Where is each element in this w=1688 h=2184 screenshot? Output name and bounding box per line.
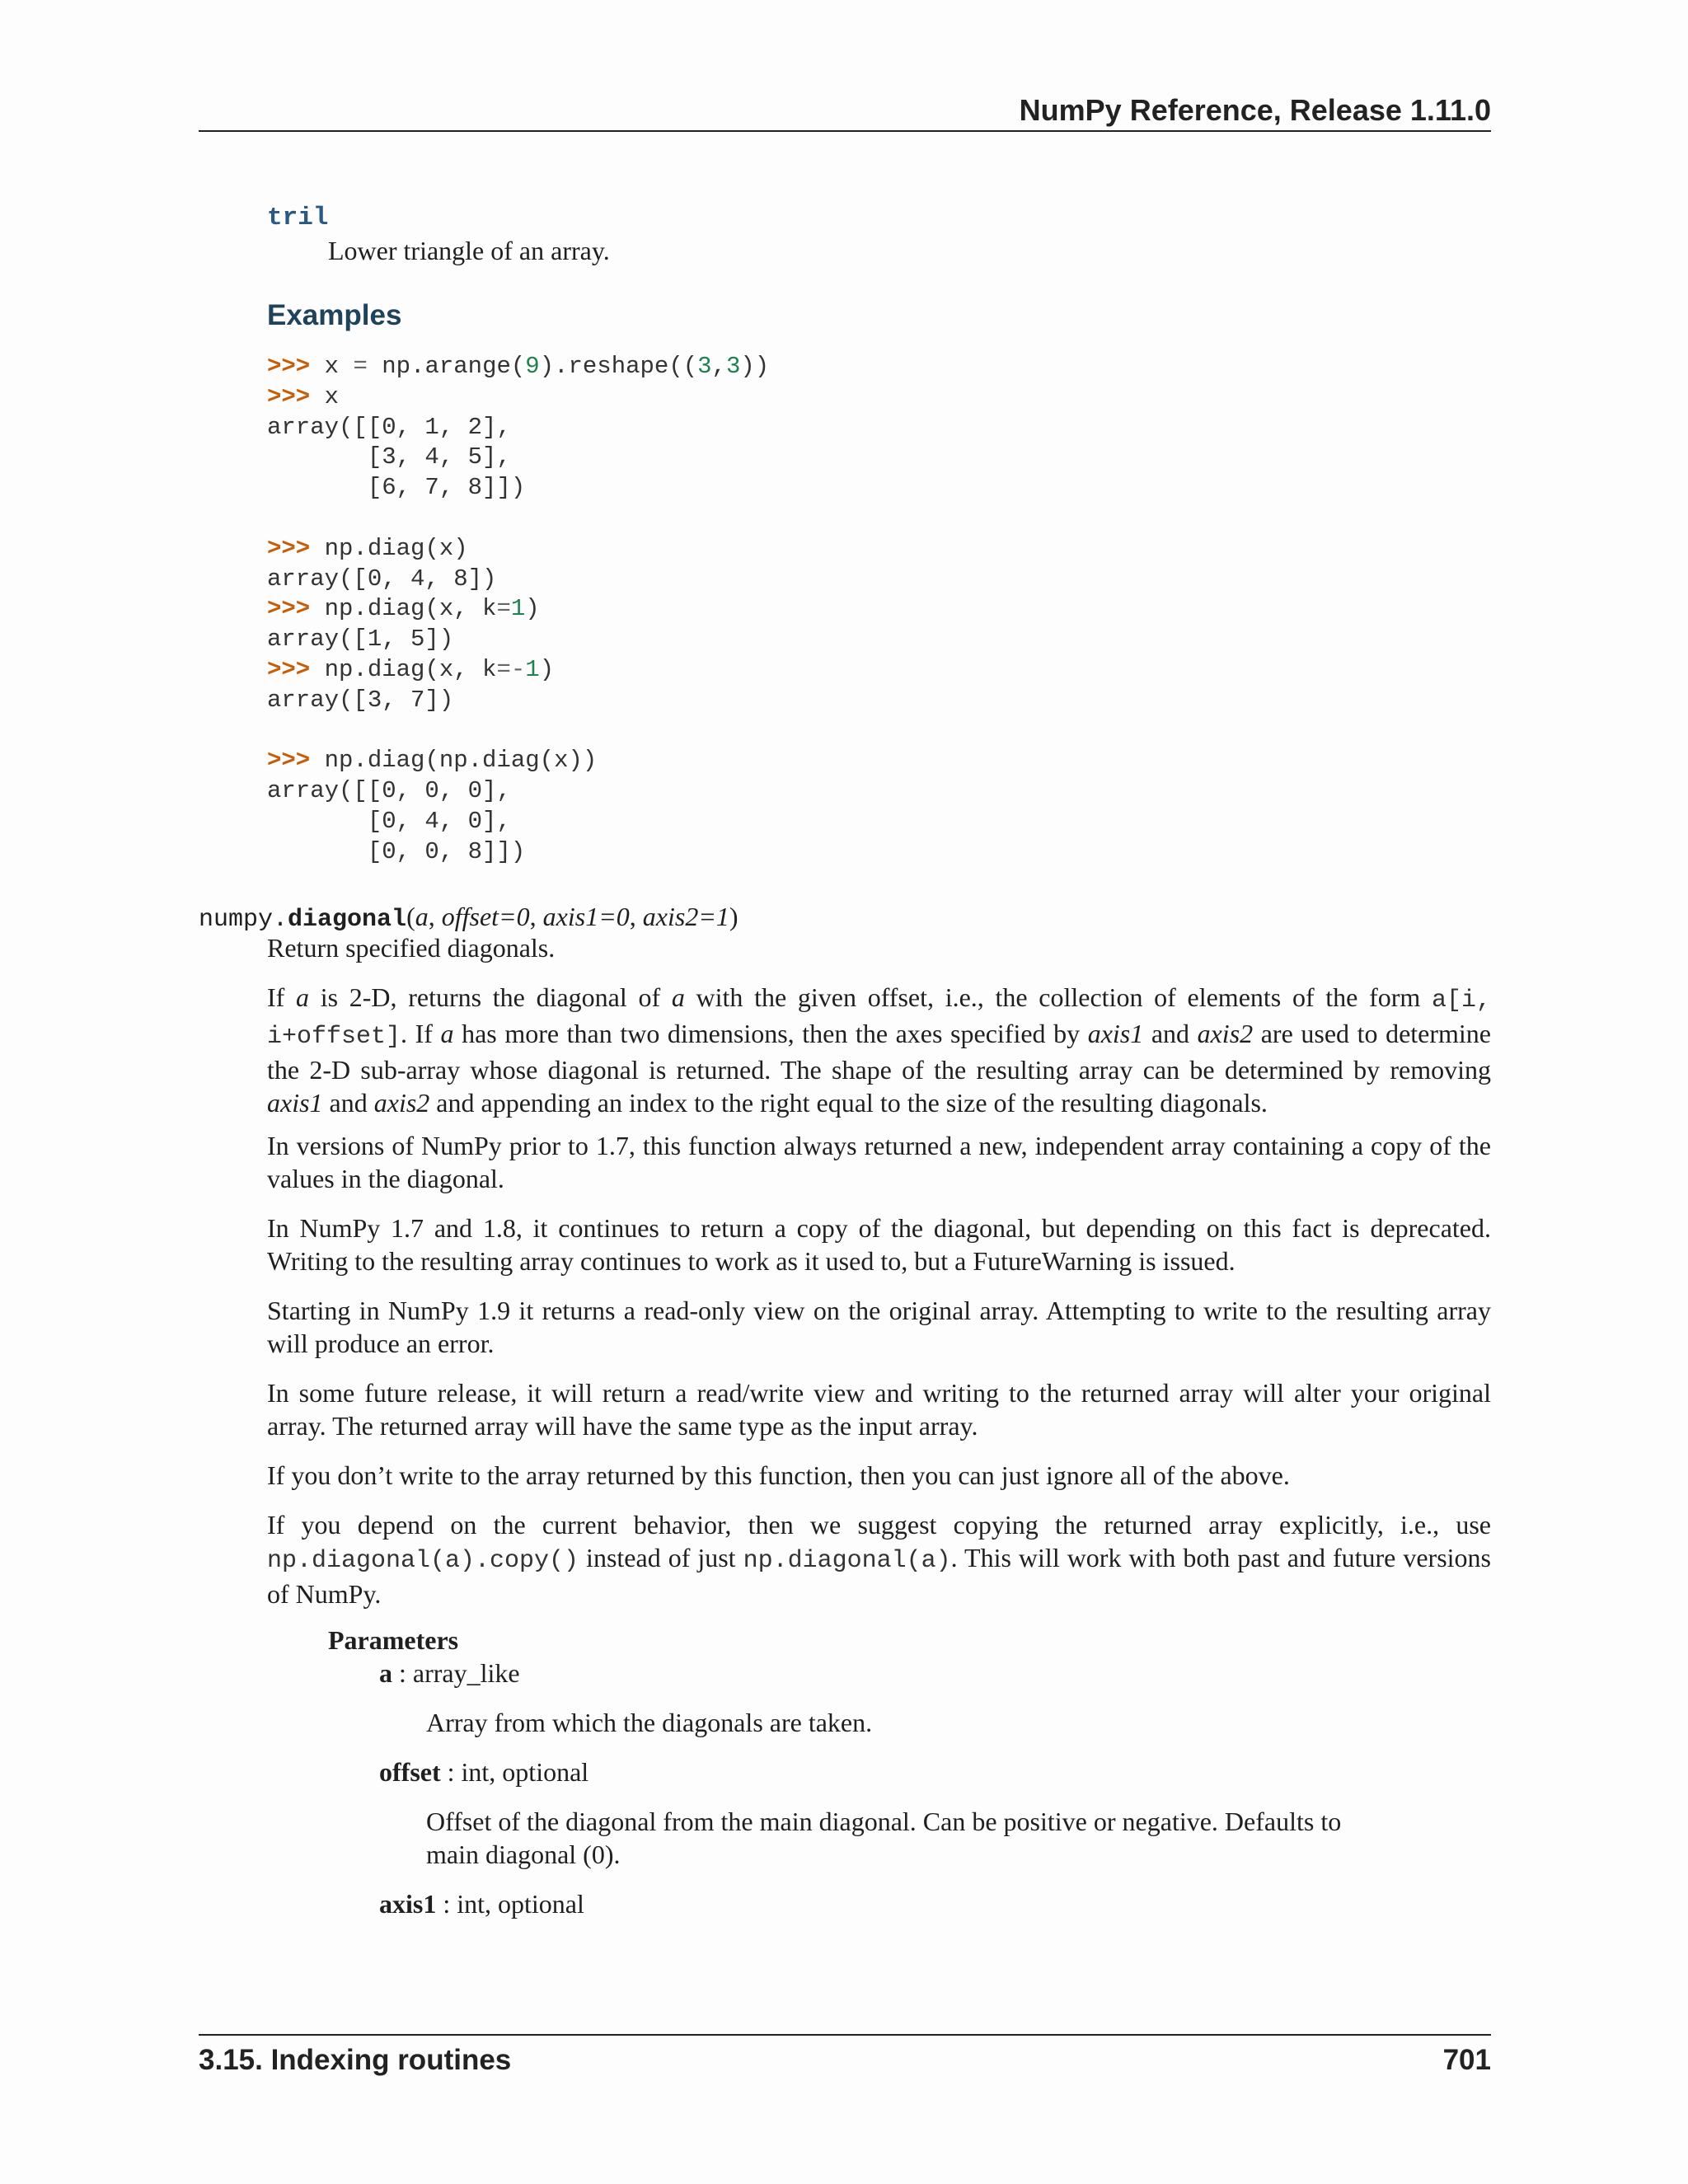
function-signature: numpy.diagonal(a, offset=0, axis1=0, axis2=1)	[199, 902, 738, 934]
paragraph-ignore: If you don’t write to the array returned by this function, then you can just ignore all of the above.	[267, 1460, 1290, 1490]
code-line: >>> np.diag(np.diag(x))	[267, 747, 598, 775]
paragraph-copy-advice: If you depend on the current behavior, then we suggest copying the returned array explicitly, i.e., use np.diagonal(a).copy() instead of just np.diagonal(a). This will work with both past and future versions of NumPy.	[267, 1510, 1492, 1609]
code-output-line: [0, 4, 0],	[267, 807, 511, 835]
see-also-link-tril[interactable]: tril	[267, 204, 329, 232]
header-rule	[199, 130, 1491, 132]
inline-code: np.diagonal(a).copy()	[267, 1547, 579, 1575]
see-also-description: Lower triangle of an array.	[328, 236, 610, 265]
param-offset: offset=0	[441, 902, 530, 931]
examples-heading: Examples	[267, 299, 402, 331]
code-line: >>> np.diag(x)	[267, 534, 468, 562]
code-line: >>> np.diag(x, k=1)	[267, 595, 540, 623]
code-line: >>> x	[267, 382, 340, 410]
code-output-line: [0, 0, 8]])	[267, 837, 526, 865]
function-module: numpy.	[199, 906, 288, 934]
param-a: a	[415, 902, 429, 931]
footer-rule	[199, 2034, 1491, 2036]
param-description-offset: Offset of the diagonal from the main diagonal. Can be positive or negative. Defaults to main diagonal (0).	[426, 1807, 1342, 1869]
paragraph-history-1-8: In NumPy 1.7 and 1.8, it continues to return a copy of the diagonal, but depending on this fact is deprecated. Writing to the resulting array continues to work as it used to, but a FutureWarning is issued.	[267, 1213, 1491, 1276]
paragraph-history-1-9: Starting in NumPy 1.9 it returns a read-only view on the original array. Attempting to write to the resulting array will produce an error.	[267, 1296, 1491, 1358]
code-output-line: array([[0, 1, 2],	[267, 413, 511, 441]
inline-code: a[i, i+offset]	[267, 987, 1492, 1051]
code-blank-line	[267, 504, 769, 534]
code-output-line: array([0, 4, 8])	[267, 565, 497, 593]
code-example-block	[267, 352, 769, 868]
running-footer	[199, 2041, 1491, 2080]
code-output-line: array([1, 5])	[267, 626, 454, 654]
param-description-a: Array from which the diagonals are taken.	[426, 1708, 873, 1737]
code-output-line: array([3, 7])	[267, 686, 454, 714]
inline-code: np.diagonal(a)	[743, 1547, 951, 1575]
param-entry-a: a : array_like	[379, 1658, 520, 1688]
paragraph-description: If a is 2-D, returns the diagonal of a with the given offset, i.e., the collection of elements of the form a[i, i+offset]. If a has more than two dimensions, then the axes specified by axis1 and axis2 are used to determine the 2-D sub-array whose diagonal is returned. The shape of the resulting array can be determined by removing axis1 and axis2 and appending an index to the right equal to the size of the resulting diagonals.	[267, 982, 1492, 1118]
param-axis1: axis1=0	[542, 902, 630, 931]
code-blank-line	[267, 716, 769, 747]
section-title: 3.15. Indexing routines	[199, 2044, 512, 2076]
param-axis2: axis2=1	[642, 902, 729, 931]
function-name: diagonal	[288, 906, 407, 934]
code-output-line: [3, 4, 5],	[267, 443, 511, 471]
running-header: NumPy Reference, Release 1.11.0	[1019, 93, 1491, 127]
code-output-line: [6, 7, 8]])	[267, 474, 526, 502]
param-entry-offset: offset : int, optional	[379, 1757, 589, 1787]
page-number: 701	[1442, 2044, 1491, 2076]
paragraph-history-1-7: In versions of NumPy prior to 1.7, this function always returned a new, independent array containing a copy of the values in the diagonal.	[267, 1131, 1491, 1193]
code-output-line: array([[0, 0, 0],	[267, 777, 511, 805]
paragraph-future: In some future release, it will return a read/write view and writing to the returned array will alter your original array. The returned array will have the same type as the input array.	[267, 1378, 1491, 1441]
parameters-label: Parameters	[328, 1625, 459, 1655]
code-line: >>> np.diag(x, k=-1)	[267, 655, 555, 683]
function-summary: Return specified diagonals.	[267, 933, 556, 963]
code-line: >>> x = np.arange(9).reshape((3,3))	[267, 353, 770, 380]
param-entry-axis1: axis1 : int, optional	[379, 1889, 584, 1919]
